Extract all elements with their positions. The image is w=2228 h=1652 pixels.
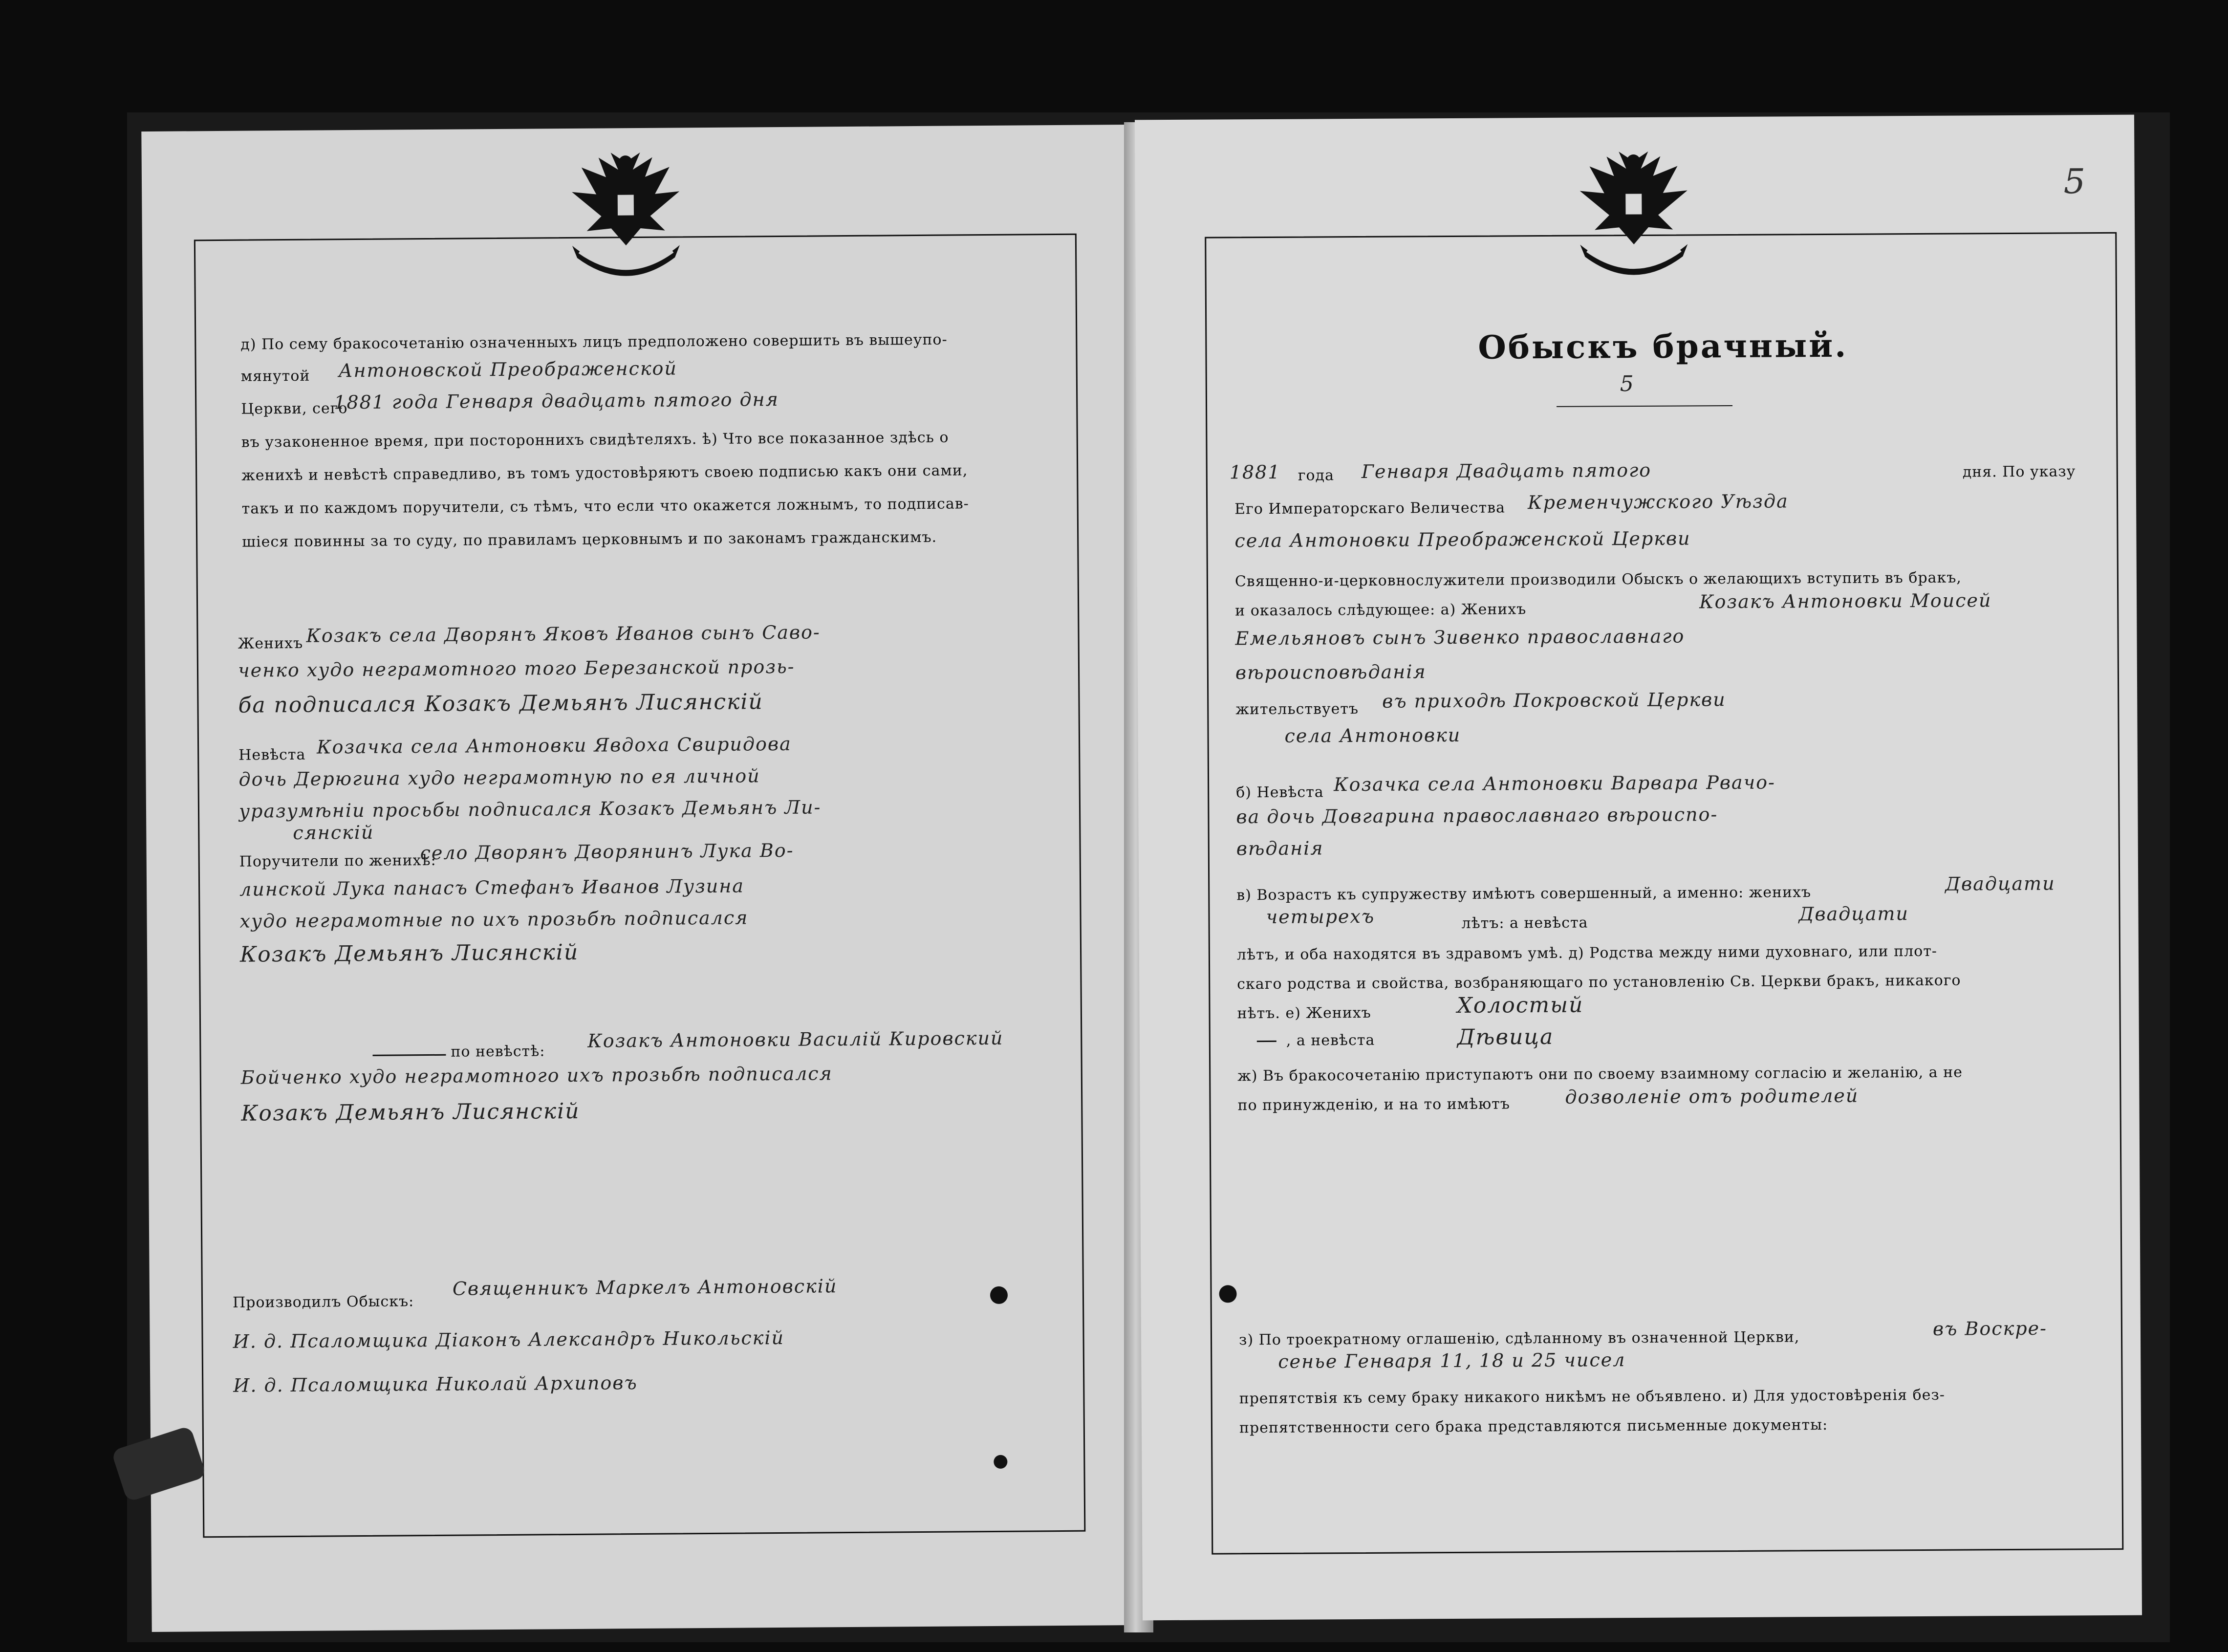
bride-label: б) Невѣста [1236,783,1324,802]
bride-marital-label: , а невѣста [1286,1031,1375,1049]
groom-guarantors-line2: линской Лука панасъ Стефанъ Иванов Лузина [239,875,745,900]
banns-label: з) По троекратному оглашенію, сдѣланному въ означенной Церкви, [1238,1328,1800,1349]
bride-age-label: лѣтъ: а невѣста [1461,914,1588,932]
section-d-line7: шіеся повинны за то суду, по правиламъ церковнымъ и по законамъ гражданскимъ. [242,528,937,551]
ink-blot [994,1455,1007,1469]
clergy-line: Священно-и-церковнослужители производили Обыскъ о желающихъ вступить въ бракъ, [1234,569,1962,590]
bride-guarantors-line1: Козакъ Антоновки Василій Кировский [587,1027,1004,1052]
residence-handwritten-1: въ приходѣ Покровской Церкви [1382,689,1726,712]
dash-rule [1257,1041,1276,1042]
groom-signature-line3: ба подписался Козакъ Демьянъ Лисянскій [238,689,763,718]
conducted-by-label: Производилъ Обыскъ: [232,1293,414,1311]
page-number: 5 [2063,161,2086,202]
groom-handwritten-3: вѣроисповѣданія [1235,661,1427,684]
groom-guarantors-label: Поручители по женихѣ: [239,851,436,870]
bride-signature-line3: уразумѣніи просьбы подписался Козакъ Демьянъ Ли- [238,796,822,822]
right-page [1135,115,2142,1621]
age-line3: скаго родства и свойства, возбраняющаго по установленію Св. Церкви бракъ, никакого [1237,972,1961,993]
bride-guarantors-label: по невѣстѣ: [451,1043,545,1061]
groom-guarantors-line4: Козакъ Демьянъ Лисянскій [239,939,579,967]
bride-guarantors-line3: Козакъ Демьянъ Лисянскій [241,1098,580,1126]
banns-handwritten-1: въ Воскре- [1932,1317,2048,1340]
banns-line3: препятствія къ сему браку никакого никѣмъ не объявлено. и) Для удостовѣренія без- [1239,1386,1946,1408]
groom-signature-line1: Козакъ села Дворянъ Яковъ Иванов сынъ Саво- [306,621,821,647]
bride-signature-line4: сянскій [293,821,374,844]
groom-label: Женихъ [238,634,303,652]
bride-label: Невѣста [238,746,306,764]
deacon-signature: И. д. Псаломщика Діаконъ Александръ Никольскій [233,1326,785,1352]
consent-handwritten: дозволеніе отъ родителей [1565,1085,1859,1108]
banns-line4: препятственности сего брака представляются письменные документы: [1239,1416,1828,1437]
bride-handwritten-3: вѣданія [1236,837,1324,860]
marital-label: нѣтъ. е) Женихъ [1237,1004,1371,1022]
bride-age-handwritten: Двадцати [1798,903,1909,925]
section-d-line6: такъ и по каждомъ поручители, съ тѣмъ, что если что окажется ложнымъ, то подписав- [241,495,969,518]
day-label: дня. По указу [1962,463,2076,481]
age-line2: лѣтъ, и оба находятся въ здравомъ умѣ. д) Родства между ними духовнаго, или плот- [1236,942,1938,964]
bride-handwritten-1: Козачка села Антоновки Варвара Рвачо- [1333,771,1776,796]
groom-marital-handwritten: Холостый [1457,992,1584,1018]
year-handwritten: 1881 [1229,461,1281,483]
groom-handwritten-1: Козакъ Антоновки Моисей [1699,589,1992,613]
bride-signature-line1: Козачка села Антоновки Явдоха Свиридова [316,733,792,758]
age-label: в) Возрастъ къ супружеству имѣютъ совершенный, а именно: женихъ [1236,884,1812,904]
ink-blot [990,1286,1008,1304]
bride-guarantors-line2: Бойченко худо неграмотного ихъ прозьбѣ подписался [240,1063,833,1088]
priest-signature: Священникъ Маркелъ Антоновскій [452,1275,838,1300]
groom-guarantors-line1: село Дворянъ Дворянинъ Лука Во- [420,839,794,864]
bride-signature-line2: дочь Дерюгина худо неграмотную по ея личной [238,765,760,790]
majesty-label: Его Императорскаго Величества [1234,499,1506,518]
section-d-line4: въ узаконенное время, при постороннихъ свидѣтеляхъ. ѣ) Что все показанное здѣсь о [241,429,949,451]
wedding-date-handwritten: 1881 года Генваря двадцать пятого дня [334,388,779,413]
date-handwritten: Генваря Двадцать пятого [1361,459,1652,482]
groom-signature-line2: ченко худо неграмотного того Березанской прозь- [238,655,795,681]
banns-handwritten-2: сенье Генваря 11, 18 и 25 чисел [1278,1349,1626,1372]
uezd-handwritten: Кременчужского Уѣзда [1527,490,1789,514]
consent-line2-label: по принужденію, и на то имѣютъ [1237,1095,1511,1114]
year-label: года [1298,467,1335,484]
psalmist-signature: И. д. Псаломщика Николай Архиповъ [233,1372,638,1396]
section-d-line2-label: мянутой [240,367,310,385]
result-label: и оказалось слѣдующее: а) Женихъ [1235,601,1527,620]
church-handwritten: села Антоновки Преображенской Церкви [1234,527,1691,552]
consent-line1: ж) Въ бракосочетанію приступаютъ они по своему взаимному согласію и желанію, а не [1237,1064,1963,1085]
residence-label: жительствуетъ [1235,700,1359,718]
bride-marital-handwritten: Дѣвица [1457,1024,1554,1050]
bride-handwritten-2: ва дочь Довгарина православнаго вѣроиспо- [1236,804,1718,828]
document-title: Обыскъ брачный. [1478,326,1848,367]
church-name-handwritten: Антоновской Преображенской [338,357,678,382]
section-d-line1: д) По сему бракосочетанію означенныхъ лицъ предположено совершить въ вышеупо- [240,331,948,353]
groom-age-handwritten-2: четырехъ [1266,905,1375,928]
section-d-line3-label: Церкви, сего [241,400,348,418]
groom-age-handwritten: Двадцати [1945,872,2055,895]
record-number: 5 [1620,371,1635,397]
residence-handwritten-2: села Антоновки [1284,724,1461,747]
groom-guarantors-line3: худо неграмотные по ихъ прозьбѣ подписался [239,907,749,932]
left-page [141,125,1138,1632]
section-d-line5: женихѣ и невѣстѣ справедливо, въ томъ удостовѣряютъ своею подписью какъ они сами, [241,462,968,484]
groom-handwritten-2: Емельяновъ сынъ Зивенко православнаго [1235,625,1685,650]
ink-blot [1219,1285,1236,1303]
